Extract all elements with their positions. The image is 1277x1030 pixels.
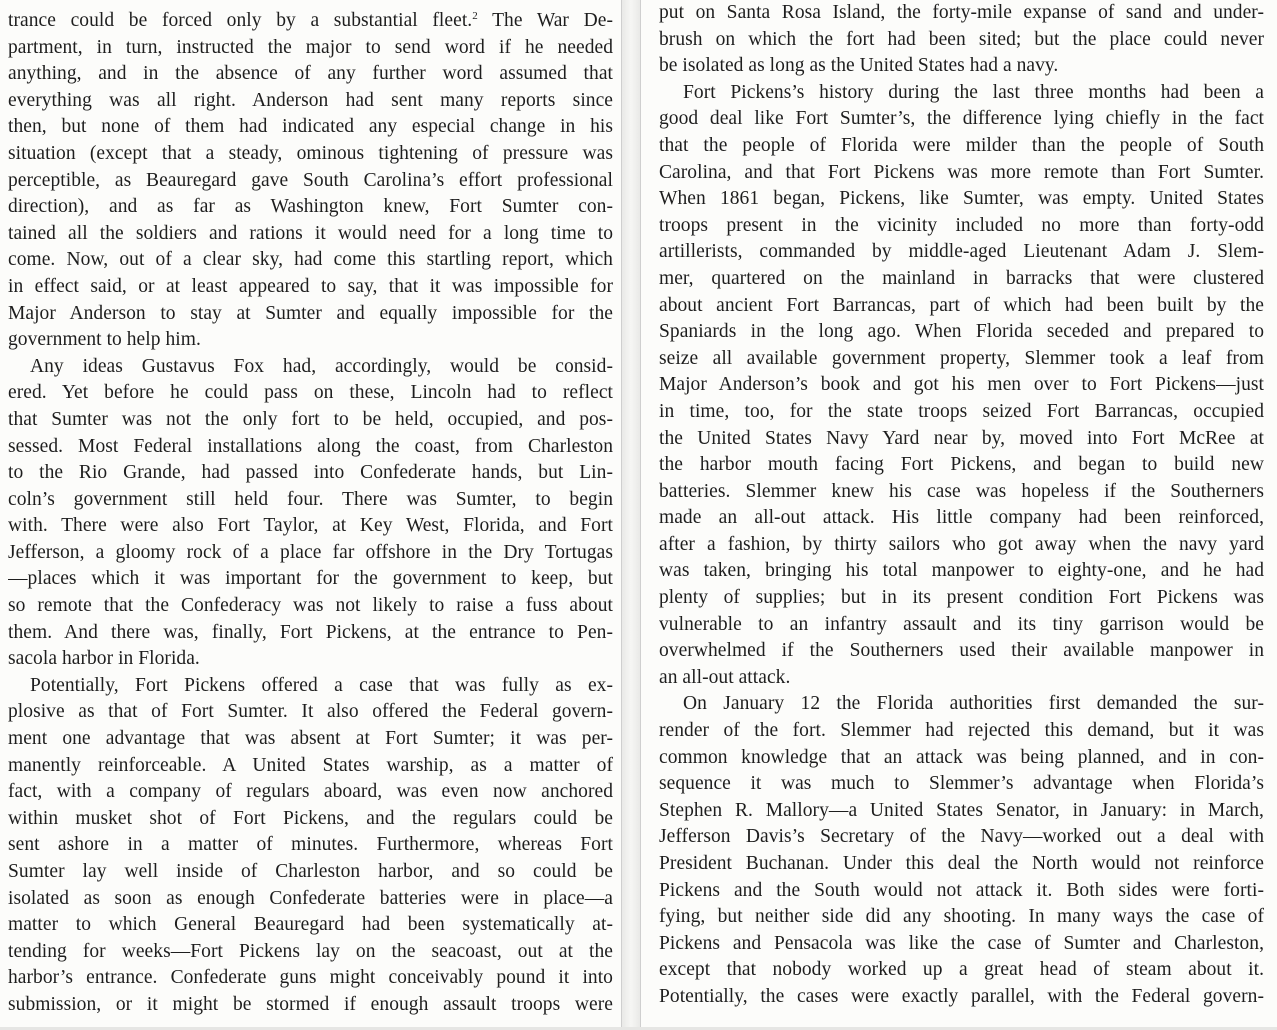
text-line: Spaniards in the long ago. When Florida seceded and prepared to <box>659 321 1264 343</box>
text-line: within musket shot of Fort Pickens, and the regulars could be <box>8 807 613 829</box>
text-line <box>8 8 613 35</box>
text-line: in effect said, or at least appeared to say, that it was impossible for <box>8 275 613 297</box>
page-gutter <box>622 0 640 1030</box>
text-line: coln’s government still held four. There was Sumter, to begin <box>8 488 613 510</box>
text-line: Any ideas Gustavus Fox had, accordingly, would be consid- <box>30 355 613 377</box>
text-line: seize all available government property, Slemmer took a leaf from <box>659 347 1264 369</box>
text-line: Potentially, the cases were exactly parallel, with the Federal govern- <box>659 985 1264 1007</box>
text-line: batteries. Slemmer knew his case was hopeless if the Southerners <box>659 480 1264 502</box>
text-line: Sumter lay well inside of Charleston harbor, and so could be <box>8 861 613 882</box>
text-line: be isolated as long as the United States had a navy. <box>659 55 1059 77</box>
footnote-marker: 2 <box>472 10 478 22</box>
text-line: sent ashore in a matter of minutes. Furthermore, whereas Fort <box>8 834 613 856</box>
text-line: made an all-out attack. His little company had been reinforced, <box>659 507 1264 529</box>
text-line: brush on which the fort had been sited; but the place could never <box>659 28 1264 50</box>
text-line: with. There were also Fort Taylor, at Key West, Florida, and Fort <box>8 515 613 537</box>
text-line: Pickens and Pensacola was like the case of Sumter and Charleston, <box>659 932 1264 954</box>
text-line: plosive as that of Fort Sumter. It also offered the Federal govern- <box>8 701 613 723</box>
text-line: perceptible, as Beauregard gave South Carolina’s effort professional <box>8 169 613 191</box>
text-line: Major Anderson to stay at Sumter and equally impossible for the <box>8 302 613 324</box>
text-line: overwhelmed if the Southerners used their available manpower in <box>659 640 1264 662</box>
text-line: Major Anderson’s book and got his men over to Fort Pickens—just <box>659 374 1264 396</box>
text-line: submission, or it might be stormed if enough assault troops were <box>8 993 613 1015</box>
text-line: tending for weeks—Fort Pickens lay on the seacoast, out at the <box>8 940 613 962</box>
text-line: about ancient Fort Barrancas, part of which had been built by the <box>659 294 1264 316</box>
text-line: partment, in turn, instructed the major to send word if he needed <box>8 36 613 58</box>
text-line: Pickens and the South would not attack it. Both sides were forti- <box>659 879 1264 901</box>
text-line: to the Rio Grande, had passed into Confederate hands, but Lin- <box>8 462 613 484</box>
text-line: President Buchanan. Under this deal the North would not reinforce <box>659 853 1264 874</box>
text-line: sacola harbor in Florida. <box>8 648 200 670</box>
text-line: in time, too, for the state troops seized Fort Barrancas, occupied <box>659 400 1264 422</box>
text-line: fact, with a company of regulars aboard, was even now anchored <box>8 781 613 803</box>
text-line: ment one advantage that was absent at Fort Sumter; it was per- <box>8 728 613 750</box>
text-line: artillerists, commanded by middle-aged Lieutenant Adam J. Slem- <box>659 241 1264 263</box>
left-page <box>0 0 622 1030</box>
text-line: isolated as soon as enough Confederate batteries were in place—a <box>8 887 613 909</box>
text-line: put on Santa Rosa Island, the forty-mile expanse of sand and under- <box>659 2 1264 23</box>
text-line: an all-out attack. <box>659 666 791 688</box>
text-line: good deal like Fort Sumter’s, the difference lying chiefly in the fact <box>659 108 1264 130</box>
text-line: Jefferson, a gloomy rock of a place far offshore in the Dry Tortugas <box>8 541 613 563</box>
text-line: them. And there was, finally, Fort Pickens, at the entrance to Pen- <box>8 621 613 643</box>
text-line: so remote that the Confederacy was not likely to raise a fuss about <box>8 595 613 617</box>
text-line: Carolina, and that Fort Pickens was more remote than Fort Sumter. <box>659 161 1264 183</box>
text-line: fying, but neither side did any shooting. In many ways the case of <box>659 906 1264 928</box>
text-line: except that nobody worked up a great head of steam about it. <box>659 959 1264 981</box>
text-line: plenty of supplies; but in its present condition Fort Pickens was <box>659 587 1264 609</box>
text-line: troops present in the vicinity included no more than forty-odd <box>659 214 1264 236</box>
text-line: Jefferson Davis’s Secretary of the Navy—worked out a deal with <box>659 826 1264 848</box>
text-line: Stephen R. Mallory—a United States Senator, in January: in March, <box>659 799 1264 821</box>
text-line: manently reinforceable. A United States warship, as a matter of <box>8 754 613 776</box>
text-line: Fort Pickens’s history during the last three months had been a <box>683 81 1264 103</box>
text-line: Potentially, Fort Pickens offered a case that was fully as ex- <box>30 674 613 696</box>
text-line: that Sumter was not the only fort to be held, occupied, and pos- <box>8 408 613 430</box>
text-line: —places which it was important for the government to keep, but <box>8 568 613 590</box>
text-line: anything, and in the absence of any further word assumed that <box>8 63 613 85</box>
text-line: render of the fort. Slemmer had rejected this demand, but it was <box>659 720 1264 742</box>
text-line: mer, quartered on the mainland in barracks that were clustered <box>659 267 1264 289</box>
line-text: trance could be forced only by a substantial fleet. <box>8 10 473 31</box>
text-line: the harbor mouth facing Fort Pickens, and began to build new <box>659 454 1264 476</box>
text-line: vulnerable to an infantry assault and its tiny garrison would be <box>659 613 1264 635</box>
text-line: come. Now, out of a clear sky, had come this startling report, which <box>8 249 613 271</box>
text-line: On January 12 the Florida authorities first demanded the sur- <box>683 693 1264 715</box>
text-line: tained all the soldiers and rations it would need for a long time to <box>8 222 613 244</box>
text-line: government to help him. <box>8 329 201 351</box>
text-line: that the people of Florida were milder than the people of South <box>659 134 1264 156</box>
line-text: The War De- <box>477 10 613 31</box>
text-line: harbor’s entrance. Confederate guns might conceivably pound it into <box>8 967 613 989</box>
text-line: everything was all right. Anderson had sent many reports since <box>8 89 613 111</box>
right-page <box>640 0 1277 1030</box>
text-line: then, but none of them had indicated any especial change in his <box>8 116 613 138</box>
text-line: was taken, bringing his total manpower to eighty-one, and he had <box>659 560 1264 582</box>
text-line: matter to which General Beauregard had been systematically at- <box>8 914 613 936</box>
text-line: after a fashion, by thirty sailors who got away when the navy yard <box>659 533 1264 555</box>
text-line: common knowledge that an attack was being planned, and in con- <box>659 746 1264 768</box>
text-line: the United States Navy Yard near by, moved into Fort McRee at <box>659 427 1264 449</box>
text-line: When 1861 began, Pickens, like Sumter, was empty. United States <box>659 188 1264 210</box>
text-line: ered. Yet before he could pass on these, Lincoln had to reflect <box>8 382 613 404</box>
text-line: direction), and as far as Washington knew, Fort Sumter con- <box>8 196 613 218</box>
text-line: sessed. Most Federal installations along the coast, from Charleston <box>8 435 613 457</box>
text-line: sequence it was much to Slemmer’s advantage when Florida’s <box>659 773 1264 795</box>
text-line: situation (except that a steady, ominous tightening of pressure was <box>8 142 613 164</box>
